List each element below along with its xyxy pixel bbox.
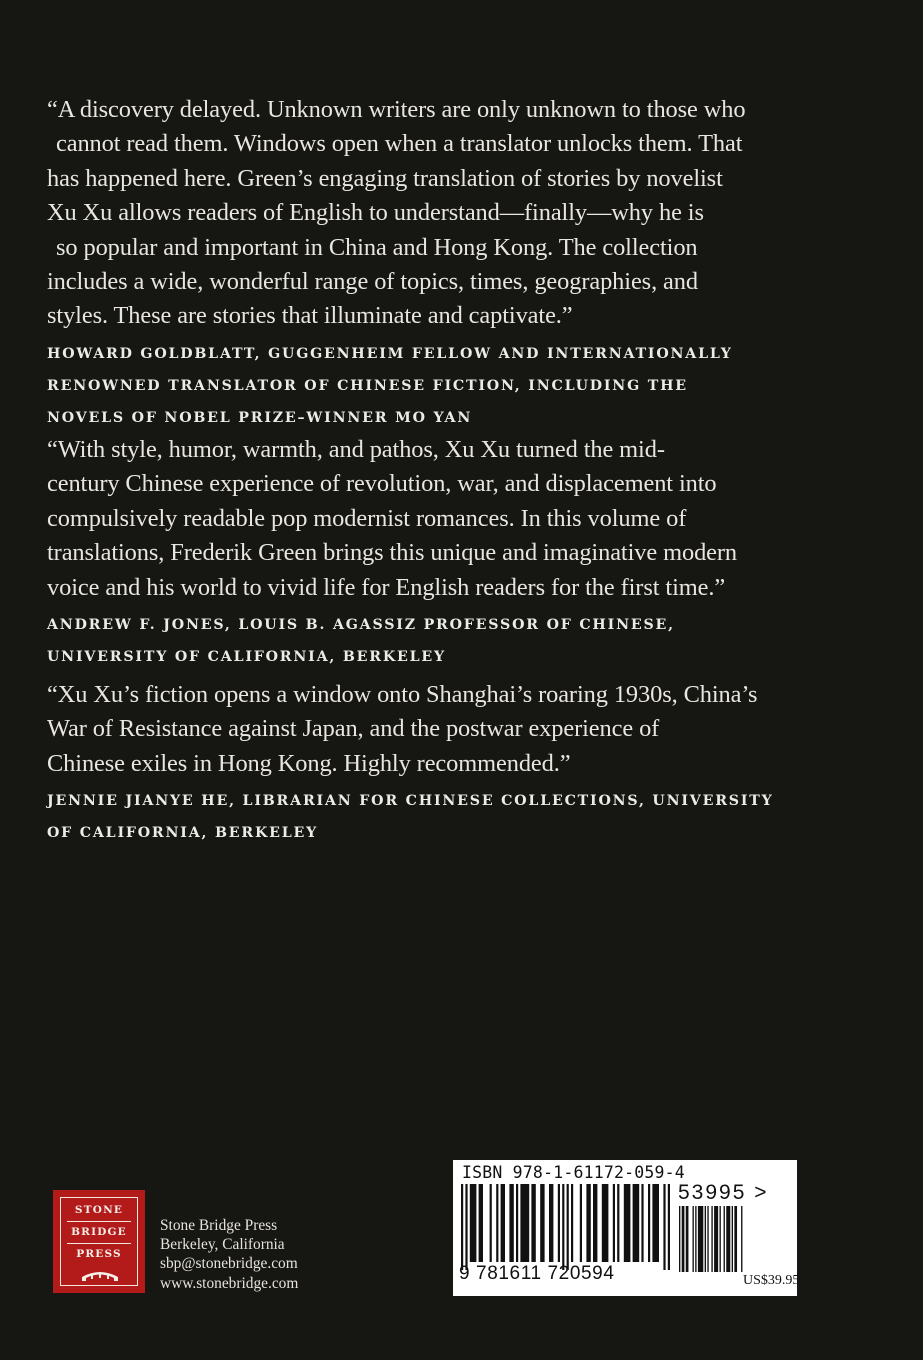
publisher-location: Berkeley, California	[160, 1236, 285, 1254]
blurb-jones	[47, 433, 837, 673]
barcode-bar	[698, 1206, 703, 1272]
barcode-bar	[663, 1184, 665, 1270]
barcode-bar	[720, 1206, 721, 1272]
barcode-bar	[567, 1184, 569, 1270]
barcode-bar	[686, 1206, 689, 1272]
barcode-bar	[516, 1184, 518, 1262]
attribution-line: JENNIE JIANYE HE, LIBRARIAN FOR CHINESE COLLECTIONS, UNIVERSITY	[47, 793, 774, 810]
quote-line: compulsively readable pop modernist romances. In this volume of	[47, 504, 687, 532]
barcode-bar	[496, 1184, 498, 1262]
barcode-bar	[617, 1184, 619, 1262]
blurb-goldblatt	[47, 93, 837, 434]
logo-word-bridge: BRIDGE	[71, 1226, 127, 1238]
barcode-bar	[461, 1184, 463, 1270]
barcode-bar	[586, 1184, 590, 1262]
barcode-bar	[509, 1184, 513, 1262]
attribution-line: NOVELS OF NOBEL PRIZE–WINNER MO YAN	[47, 409, 473, 426]
barcode-bar	[707, 1206, 708, 1272]
barcode-bar	[734, 1206, 737, 1272]
ean-barcode-bars	[461, 1184, 671, 1272]
addon-barcode-bars	[679, 1206, 747, 1272]
barcode-bar	[732, 1206, 733, 1272]
barcode-bar	[470, 1184, 477, 1262]
blurb-he	[47, 678, 837, 849]
barcode-bar	[726, 1206, 730, 1272]
blurb-quote	[47, 433, 837, 605]
barcode-bar	[501, 1184, 505, 1262]
quote-line: Xu Xu allows readers of English to understand—finally—why he is	[47, 199, 704, 227]
barcode-bar	[593, 1184, 597, 1262]
attribution-line: RENOWNED TRANSLATOR OF CHINESE FICTION, INCLUDING THE	[47, 377, 688, 394]
quote-line: Chinese exiles in Hong Kong. Highly recommended.”	[47, 749, 571, 777]
quote-line: styles. These are stories that illuminate and captivate.”	[47, 302, 573, 330]
barcode-bar	[711, 1206, 712, 1272]
publisher-email[interactable]: sbp@stonebridge.com	[160, 1255, 298, 1273]
blurb-quote	[47, 678, 837, 781]
barcode-bar	[490, 1184, 492, 1262]
barcode-bar	[695, 1206, 696, 1272]
quote-line: translations, Frederik Green brings this unique and imaginative modern	[47, 539, 738, 567]
barcode-bar	[682, 1206, 685, 1272]
barcode-bar	[714, 1206, 718, 1272]
barcode-bar	[562, 1184, 564, 1270]
isbn-barcode	[453, 1160, 800, 1296]
blurb-attribution	[47, 785, 837, 849]
barcode-bar	[571, 1184, 573, 1262]
logo-divider	[67, 1221, 131, 1222]
quote-line: has happened here. Green’s engaging translation of stories by novelist	[47, 164, 723, 192]
logo-word-press: PRESS	[76, 1248, 122, 1260]
isbn-label: ISBN 978-1-61172-059-4	[462, 1163, 685, 1182]
logo-divider	[67, 1243, 131, 1244]
barcode-bar	[741, 1206, 742, 1272]
blurb-attribution	[47, 338, 837, 434]
addon-digits: 53995 >	[678, 1181, 769, 1204]
publisher-website[interactable]: www.stonebridge.com	[160, 1274, 299, 1292]
logo-frame	[60, 1197, 138, 1286]
attribution-line: OF CALIFORNIA, BERKELEY	[47, 825, 319, 842]
stone-bridge-press-logo	[53, 1190, 145, 1293]
quote-line: cannot read them. Windows open when a translator unlocks them. That	[56, 130, 743, 158]
barcode-bar	[549, 1184, 553, 1262]
barcode-bar	[540, 1184, 544, 1262]
barcode-bar	[624, 1184, 631, 1262]
barcode-bar	[613, 1184, 615, 1262]
attribution-line: UNIVERSITY OF CALIFORNIA, BERKELEY	[47, 649, 446, 666]
quote-line: War of Resistance against Japan, and the postwar experience of	[47, 715, 660, 743]
barcode-bar	[693, 1206, 694, 1272]
blurb-attribution	[47, 609, 837, 673]
barcode-bar	[465, 1184, 467, 1270]
logo-word-stone: STONE	[74, 1204, 124, 1216]
barcode-bar	[558, 1184, 560, 1262]
quote-line: “With style, humor, warmth, and pathos, Xu Xu turned the mid-	[47, 436, 665, 463]
barcode-bar	[633, 1184, 640, 1262]
attribution-line: HOWARD GOLDBLATT, GUGGENHEIM FELLOW AND INTERNATIONALLY	[47, 345, 733, 362]
publisher-info	[160, 1216, 298, 1293]
price: US$39.95	[743, 1273, 800, 1288]
quote-line: “A discovery delayed. Unknown writers are only unknown to those who	[47, 96, 746, 123]
quote-line: so popular and important in China and Hong Kong. The collection	[56, 233, 698, 261]
quote-line: century Chinese experience of revolution, war, and displacement into	[47, 470, 717, 498]
barcode-bar	[668, 1184, 670, 1270]
barcode-bar	[648, 1184, 650, 1262]
publisher-name: Stone Bridge Press	[160, 1217, 278, 1234]
barcode-bar	[479, 1184, 483, 1262]
barcode-bar	[602, 1184, 609, 1262]
barcode-bar	[641, 1184, 643, 1262]
quote-line: includes a wide, wonderful range of topics, times, geographies, and	[47, 268, 698, 296]
barcode-bar	[705, 1206, 706, 1272]
quote-line: voice and his world to vivid life for English readers for the first time.”	[47, 573, 726, 601]
barcode-bar	[724, 1206, 725, 1272]
barcode-bar	[652, 1184, 659, 1262]
barcode-bar	[520, 1184, 529, 1262]
barcode-bar	[531, 1184, 535, 1262]
barcode-bar	[580, 1184, 582, 1262]
ean-digits: 9 781611 720594	[459, 1263, 615, 1284]
barcode-bar	[679, 1206, 680, 1272]
attribution-line: ANDREW F. JONES, LOUIS B. AGASSIZ PROFESSOR OF CHINESE,	[47, 617, 675, 634]
bridge-icon	[81, 1268, 119, 1282]
blurb-quote	[47, 93, 837, 334]
quote-line: “Xu Xu’s fiction opens a window onto Shanghai’s roaring 1930s, China’s	[47, 681, 758, 708]
